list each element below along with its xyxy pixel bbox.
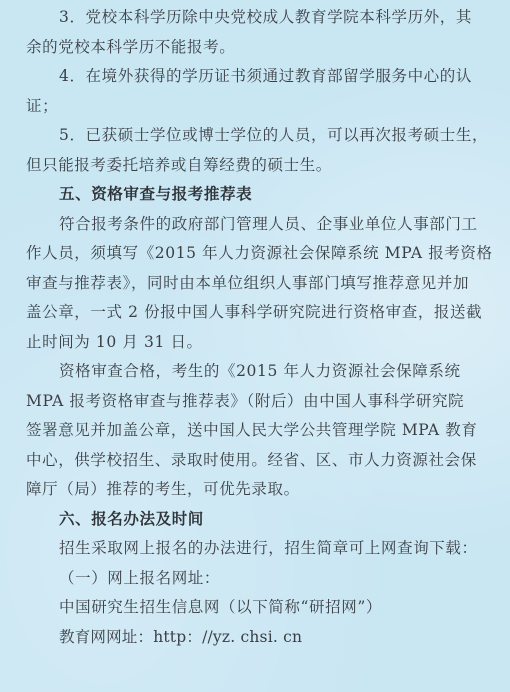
text-line: 资格审查合格，考生的《2015 年人力资源社会保障系统 [59, 362, 461, 380]
text-line: 盖公章，一式 2 份报中国人事科学研究院进行资格审查，报送截 [26, 303, 483, 321]
text-line: （一）网上报名网址： [59, 568, 221, 587]
text-line: 证； [26, 96, 59, 115]
text-line: 中心，供学校招生、录取时使用。经省、区、市人力资源社会保 [26, 450, 477, 469]
text-line: 余的党校本科学历不能报考。 [26, 37, 236, 56]
text-line: 中国研究生招生信息网（以下简称“研招网”） [59, 598, 382, 616]
text-line: MPA 报考资格审查与推荐表》（附后）由中国人事科学研究院 [26, 391, 465, 410]
text-line: 5．已获硕士学位或博士学位的人员，可以再次报考硕士生， [59, 126, 489, 144]
text-line: 符合报考条件的政府部门管理人员、企事业单位人事部门工 [59, 214, 478, 233]
text-line: 审查与推荐表》，同时由本单位组织人事部门填写推荐意见并加 [26, 273, 470, 292]
text-line: 4．在境外获得的学历证书须通过教育部留学服务中心的认 [59, 67, 472, 85]
text-line: 止时间为 10 月 31 日。 [26, 332, 203, 351]
text-line: 签署意见并加盖公章，送中国人民大学公共管理学院 MPA 教育 [26, 421, 478, 439]
text-line: 招生采取网上报名的办法进行，招生简章可上网查询下载： [59, 539, 478, 557]
text-line: 但只能报考委托培养或自筹经费的硕士生。 [26, 155, 332, 174]
website-line: 教育网网址：http：//yz. chsi. cn [59, 627, 303, 646]
section-heading: 五、资格审查与报考推荐表 [59, 185, 253, 203]
section-heading: 六、报名办法及时间 [59, 509, 204, 528]
text-line: 作人员，须填写《2015 年人力资源社会保障系统 MPA 报考资格 [26, 244, 493, 262]
text-line: 障厅（局）推荐的考生，可优先录取。 [26, 480, 300, 498]
text-line: 3．党校本科学历除中央党校成人教育学院本科学历外，其 [59, 8, 472, 26]
